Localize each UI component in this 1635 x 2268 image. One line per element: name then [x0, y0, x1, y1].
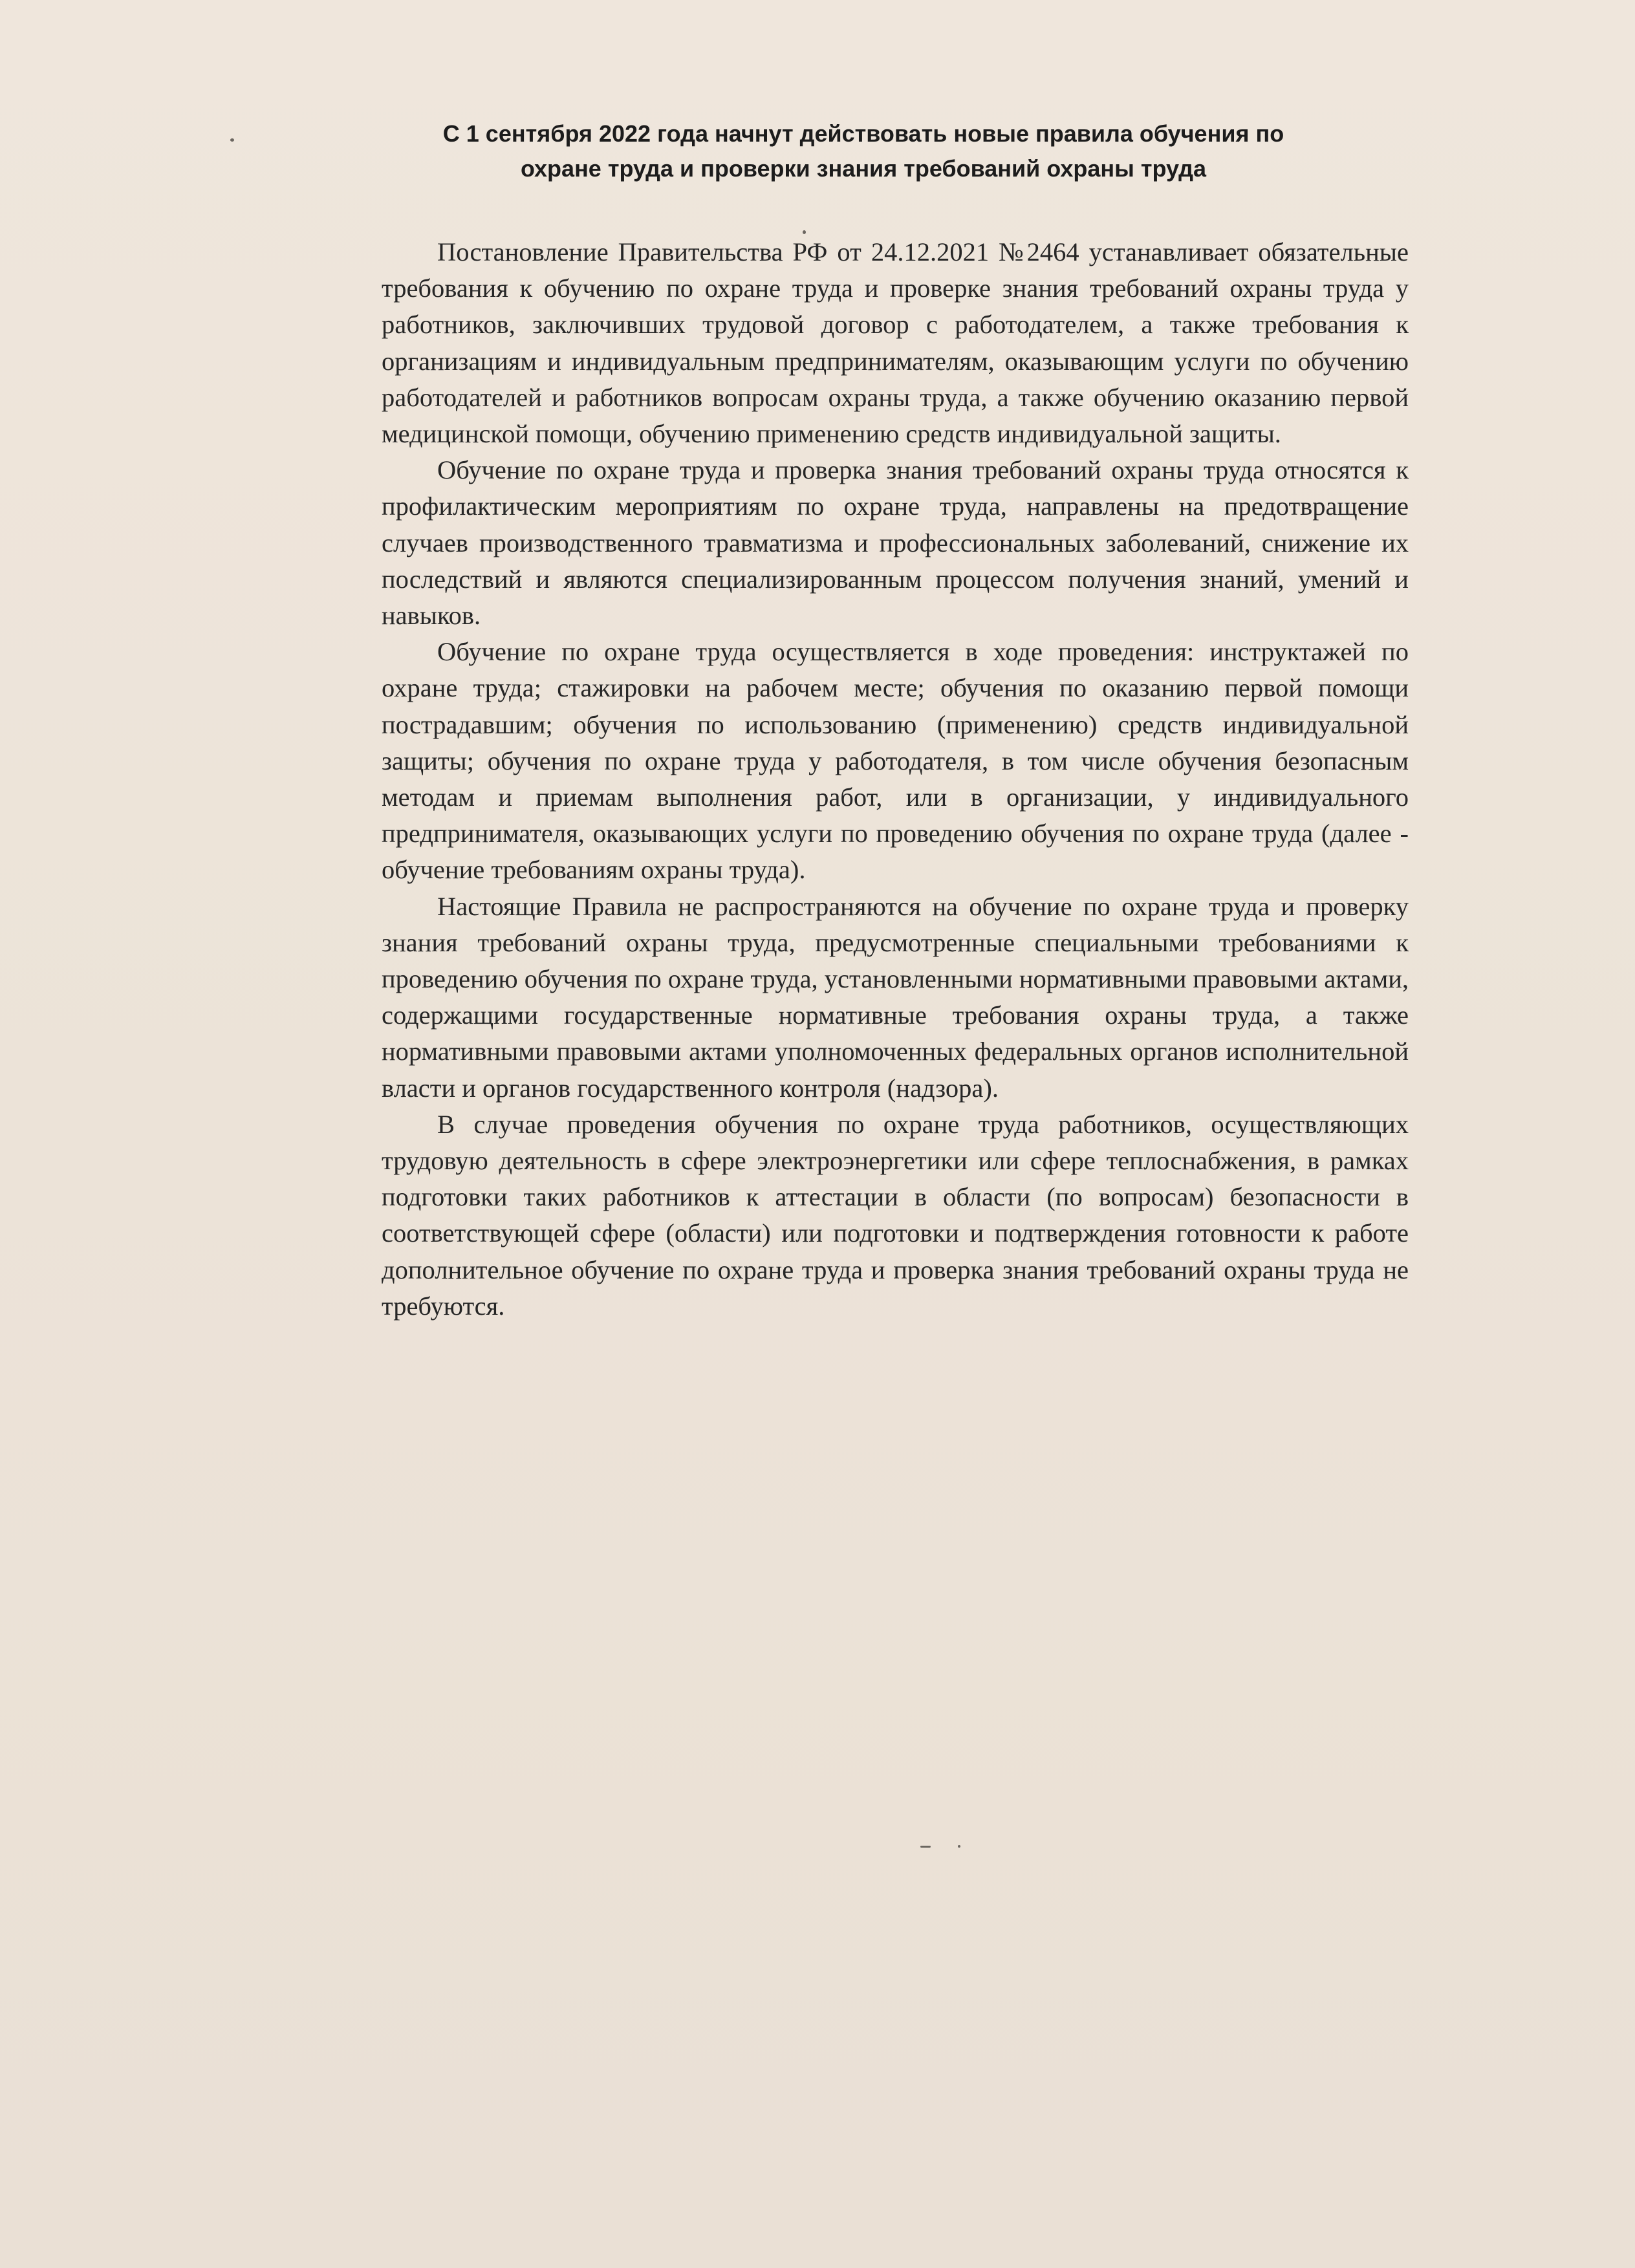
paragraph-exclusions: Настоящие Правила не распространяются на обучение по охране труда и проверку знания требований охраны труда, предусмотренные специальными требованиями к проведению обучения по охране труда, установленными нормативными правовыми актами, содержащими государственные нормативные требования охраны труда, а также нормативными правовыми актами уполномоченных федеральных органов исполнительной власти и органов государственного контроля (надзора). — [382, 891, 1409, 1103]
paragraph-resolution: Постановление Правительства РФ от 24.12.2021 №2464 устанавливает обязательные требования к обучению по охране труда и проверке знания требований охраны труда у работников, заключивших трудовой договор с работодателем, а также требования к организациям и индивидуальным предпринимателям, оказывающим услуги по обучению работодателей и работников вопросам охраны труда, а также обучению оказанию первой медицинской помощи, обучению применению средств индивидуальной защиты. — [382, 237, 1409, 449]
scan-speck — [230, 138, 234, 142]
scan-speck — [803, 230, 806, 234]
paragraph-prevention: Обучение по охране труда и проверка знания требований охраны труда относятся к профилактическим мероприятиям по охране труда, направлены на предотвращение случаев производственного травматизма и профессиональных заболеваний, снижение их последствий и являются специализированным процессом получения знаний, умений и навыков. — [382, 455, 1409, 631]
document-title-line-1: С 1 сентября 2022 года начнут действовать новые правила обучения по — [442, 120, 1284, 147]
paragraph-energy-sector: В случае проведения обучения по охране труда работников, осуществляющих трудовую деятельность в сфере электроэнергетики или сфере теплоснабжения, в рамках подготовки таких работников к аттестации в области (по вопросам) безопасности в соответствующей сфере (области) или подготовки и подтверждения готовности к работе дополнительное обучение по охране труда и проверка знания требований охраны труда не требуются. — [382, 1109, 1409, 1321]
document-title-line-2: охране труда и проверки знания требований охраны труда — [520, 155, 1207, 182]
scan-speck — [920, 1846, 931, 1848]
document-title — [362, 116, 1365, 186]
scan-speck — [958, 1845, 960, 1848]
document-body — [382, 234, 1409, 1324]
paragraph-training-forms: Обучение по охране труда осуществляется в ходе проведения: инструктажей по охране труда; стажировки на рабочем месте; обучения по оказанию первой помощи пострадавшим; обучения по использованию (применению) средств индивидуальной защиты; обучения по охране труда у работодателя, в том числе обучения безопасным методам и приемам выполнения работ, или в организации, у индивидуального предпринимателя, оказывающих услуги по проведению обучения по охране труда (далее - обучение требованиям охраны труда). — [382, 637, 1409, 885]
